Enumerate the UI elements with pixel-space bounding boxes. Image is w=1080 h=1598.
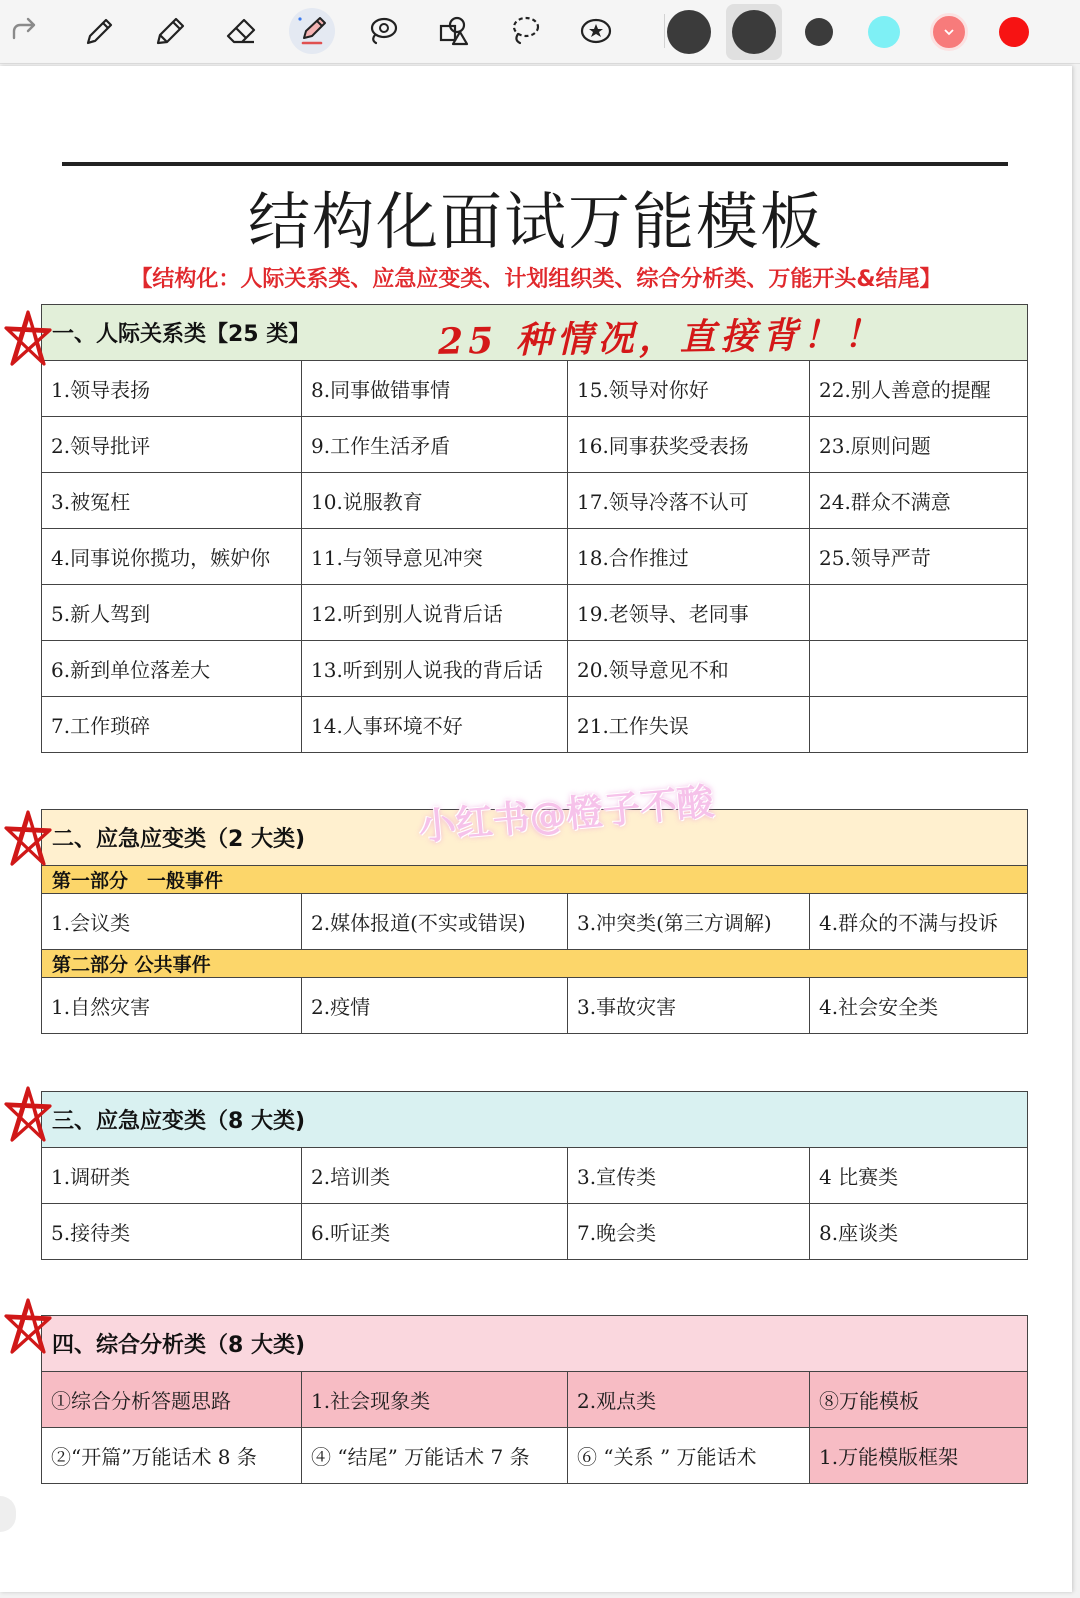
hand-drawn-star-icon	[0, 308, 56, 370]
table-cell: 17.领导冷落不认可	[568, 473, 810, 529]
table-cell: 20.领导意见不和	[568, 641, 810, 697]
table-row	[42, 697, 1028, 753]
table-cell: ⑥ “关系 ” 万能话术	[568, 1428, 810, 1484]
part-header: 第二部分 公共事件	[42, 950, 1028, 978]
table-cell: 11.与领导意见冲突	[302, 529, 568, 585]
table-cell: 15.领导对你好	[568, 361, 810, 417]
section-header: 二、应急应变类（2 大类)	[42, 810, 1028, 866]
table-cell: 2.疫情	[302, 978, 568, 1034]
color-swatch-1[interactable]	[661, 4, 717, 60]
pencil-icon	[153, 14, 187, 48]
table-cell: 1.自然灾害	[42, 978, 302, 1034]
table-row	[42, 1428, 1028, 1484]
table-cell	[810, 697, 1028, 753]
color-dot	[868, 16, 900, 48]
table-row	[42, 585, 1028, 641]
table-row	[42, 978, 1028, 1034]
table-cell: 14.人事环境不好	[302, 697, 568, 753]
handwritten-note: 25 种情况，直接背！！	[437, 313, 886, 363]
table-cell: 19.老领导、老同事	[568, 585, 810, 641]
table-cell: ①综合分析答题思路	[42, 1372, 302, 1428]
redo-icon	[6, 14, 40, 48]
table-cell: 7.晚会类	[568, 1204, 810, 1260]
table-cell: 10.说服教育	[302, 473, 568, 529]
table-row	[42, 473, 1028, 529]
table-cell: 4 比赛类	[810, 1148, 1028, 1204]
table-cell: 18.合作推过	[568, 529, 810, 585]
table-cell: ②“开篇”万能话术 8 条	[42, 1428, 302, 1484]
table-cell: 6.听证类	[302, 1204, 568, 1260]
table-cell: 8.座谈类	[810, 1204, 1028, 1260]
color-dot	[667, 10, 711, 54]
table-cell: 3.宣传类	[568, 1148, 810, 1204]
redo-button[interactable]	[0, 8, 46, 54]
color-dot	[930, 13, 968, 51]
table-cell: 5.新人驾到	[42, 585, 302, 641]
table-cell: 1.社会现象类	[302, 1372, 568, 1428]
color-swatch-2[interactable]	[726, 4, 782, 60]
hand-drawn-star-icon	[0, 1296, 56, 1358]
table-cell: 3.事故灾害	[568, 978, 810, 1034]
eraser-icon	[224, 14, 258, 48]
table-cell: 25.领导严苛	[810, 529, 1028, 585]
table-cell: 4.群众的不满与投诉	[810, 894, 1028, 950]
table-cell: 13.听到别人说我的背后话	[302, 641, 568, 697]
table-cell: 1.领导表扬	[42, 361, 302, 417]
table-cell: 5.接待类	[42, 1204, 302, 1260]
table-cell: 8.同事做错事情	[302, 361, 568, 417]
section-table-interpersonal	[41, 304, 1028, 753]
table-cell: 23.原则问题	[810, 417, 1028, 473]
table-cell: 3.冲突类(第三方调解)	[568, 894, 810, 950]
table-row	[42, 1148, 1028, 1204]
table-cell: 3.被冤枉	[42, 473, 302, 529]
section-table-analysis	[41, 1315, 1028, 1484]
table-row	[42, 1372, 1028, 1428]
table-cell: 9.工作生活矛盾	[302, 417, 568, 473]
table-row	[42, 1204, 1028, 1260]
table-cell: 1.万能模版框架	[810, 1428, 1028, 1484]
lasso-shape-tool-button[interactable]	[360, 8, 406, 54]
table-cell: 16.同事获奖受表扬	[568, 417, 810, 473]
color-dot	[732, 10, 776, 54]
shapes-tool-button[interactable]	[431, 8, 477, 54]
color-swatch-3[interactable]	[791, 4, 847, 60]
highlighter-icon	[295, 14, 329, 48]
color-swatch-4[interactable]	[856, 4, 912, 60]
lasso-select-tool-button[interactable]	[502, 8, 548, 54]
lasso-select-icon	[508, 14, 542, 48]
table-cell: 12.听到别人说背后话	[302, 585, 568, 641]
table-row	[42, 641, 1028, 697]
lasso-shape-icon	[366, 14, 400, 48]
watermark: 小红书@橙子不酸	[416, 780, 716, 849]
section-header: 一、人际关系类【25 类】	[42, 305, 1028, 361]
table-cell	[810, 641, 1028, 697]
table-cell: 4.社会安全类	[810, 978, 1028, 1034]
table-cell: ⑧万能模板	[810, 1372, 1028, 1428]
table-cell: ④ “结尾” 万能话术 7 条	[302, 1428, 568, 1484]
color-swatch-6[interactable]	[986, 4, 1042, 60]
hand-drawn-star-icon	[0, 808, 56, 870]
pen-tool-button[interactable]	[76, 8, 122, 54]
color-dot	[999, 17, 1029, 47]
table-cell	[810, 585, 1028, 641]
table-cell: 7.工作琐碎	[42, 697, 302, 753]
table-cell: 2.媒体报道(不实或错误)	[302, 894, 568, 950]
section-header: 三、应急应变类（8 大类)	[42, 1092, 1028, 1148]
table-cell: 22.别人善意的提醒	[810, 361, 1028, 417]
part-header: 第一部分 一般事件	[42, 866, 1028, 894]
table-cell: 24.群众不满意	[810, 473, 1028, 529]
page-title: 结构化面试万能模板	[247, 185, 824, 258]
chevron-down-icon	[944, 28, 954, 36]
table-row	[42, 417, 1028, 473]
color-dot	[805, 18, 833, 46]
pencil-tool-button[interactable]	[147, 8, 193, 54]
table-row	[42, 361, 1028, 417]
table-cell: 2.领导批评	[42, 417, 302, 473]
sticker-tool-button[interactable]	[573, 8, 619, 54]
pen-icon	[82, 14, 116, 48]
hand-drawn-star-icon	[0, 1084, 56, 1146]
sticker-star-icon	[579, 14, 613, 48]
table-cell: 2.观点类	[568, 1372, 810, 1428]
table-cell: 1.会议类	[42, 894, 302, 950]
page-subtitle: 【结构化：人际关系类、应急应变类、计划组织类、综合分析类、万能开头&结尾】	[130, 267, 942, 292]
shapes-icon	[437, 14, 471, 48]
table-cell: 2.培训类	[302, 1148, 568, 1204]
section-table-emergency-2	[41, 809, 1028, 1034]
table-cell: 6.新到单位落差大	[42, 641, 302, 697]
section-header: 四、综合分析类（8 大类)	[42, 1316, 1028, 1372]
eraser-tool-button[interactable]	[218, 8, 264, 54]
highlighter-tool-button[interactable]	[289, 8, 335, 54]
table-cell: 21.工作失误	[568, 697, 810, 753]
table-cell: 1.调研类	[42, 1148, 302, 1204]
table-row	[42, 894, 1028, 950]
table-cell: 4.同事说你揽功，嫉妒你	[42, 529, 302, 585]
section-table-emergency-8	[41, 1091, 1028, 1260]
color-swatch-5[interactable]	[921, 4, 977, 60]
drawing-toolbar	[0, 0, 1080, 64]
title-rule	[62, 162, 1008, 166]
table-row	[42, 529, 1028, 585]
